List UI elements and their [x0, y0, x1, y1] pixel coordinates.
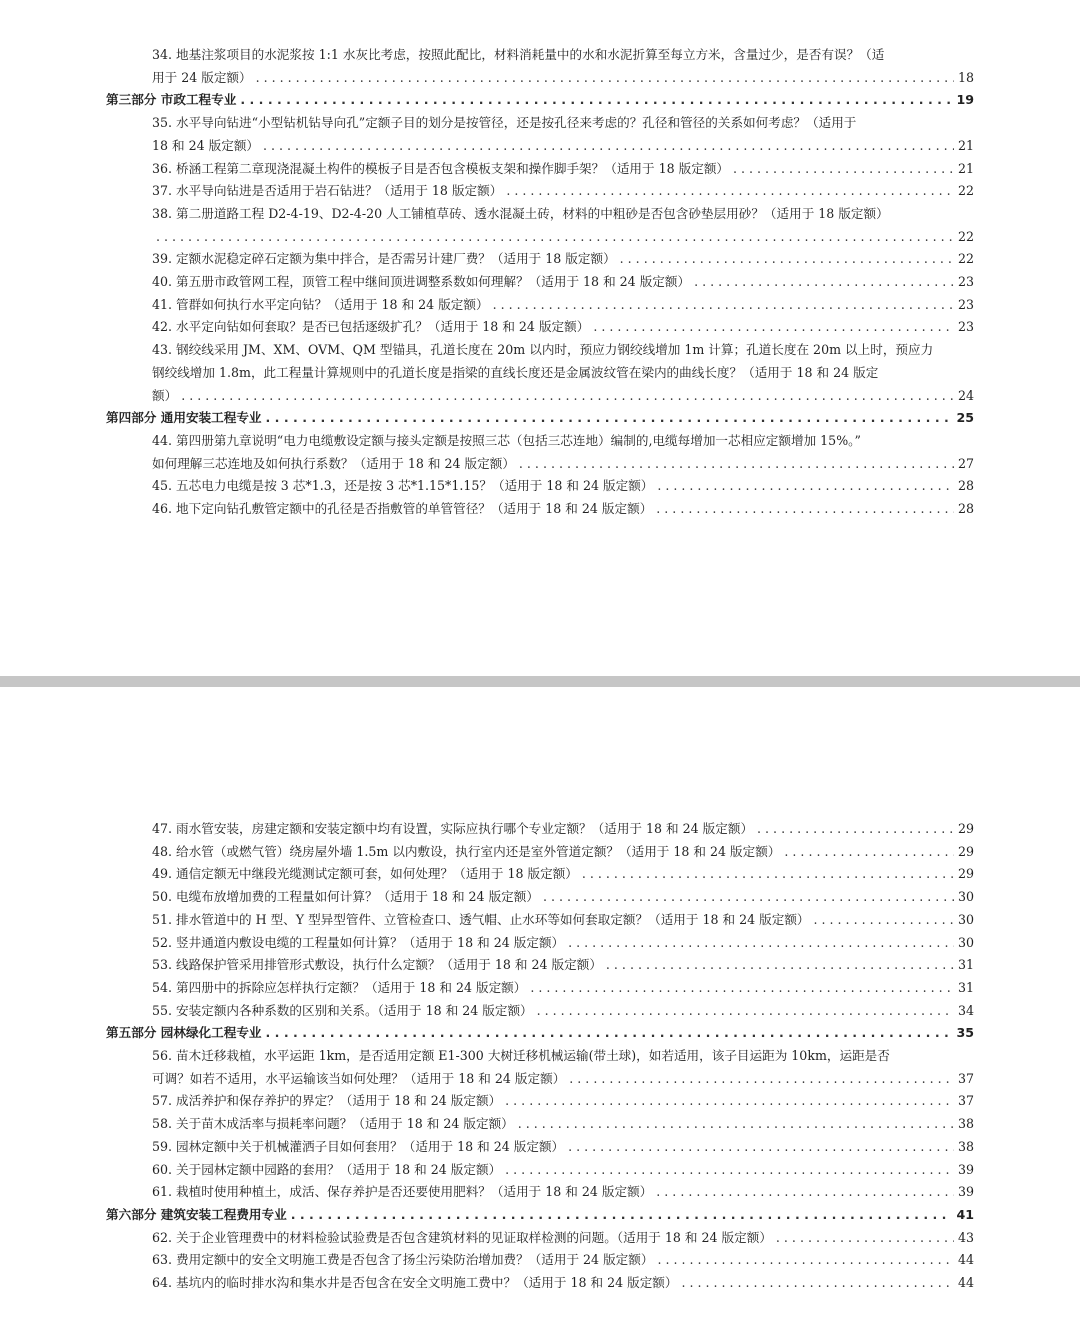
toc-row — [152, 932, 974, 955]
toc-leader-dots — [537, 1000, 954, 1023]
toc-row — [152, 498, 974, 521]
toc-section-heading[interactable] — [106, 1022, 974, 1045]
toc-page-number: 23 — [957, 274, 974, 290]
toc-entry-title-continued: 可调？如若不适用，水平运输该当如何处理？（适用于 18 和 24 版定额） — [152, 1070, 566, 1086]
toc-leader-dots — [156, 226, 954, 249]
toc-leader-dots — [569, 1068, 954, 1091]
toc-row — [152, 385, 974, 408]
toc-leader-dots — [620, 248, 954, 271]
toc-leader-dots — [657, 1249, 954, 1272]
toc-entry[interactable] — [106, 44, 974, 89]
toc-leader-dots — [784, 841, 954, 864]
toc-page-number: 28 — [957, 501, 974, 517]
toc-row — [152, 135, 974, 158]
toc-section-heading[interactable] — [106, 1204, 974, 1227]
toc-leader-dots — [733, 158, 954, 181]
toc-page-number: 21 — [957, 160, 974, 176]
toc-page-number: 44 — [957, 1275, 974, 1291]
toc-entry-title: 48. 给水管（或燃气管）绕房屋外墙 1.5m 以内敷设，执行室内还是室外管道定额？（适用于 18 和 24 版定额） — [152, 843, 781, 859]
toc-page-number: 41 — [956, 1206, 974, 1222]
toc-entry-title: 42. 水平定向钻如何套取？是否已包括逐级扩孔？（适用于 18 和 24 版定额） — [152, 319, 590, 335]
toc-entry[interactable] — [106, 932, 974, 955]
toc-entry-title: 40. 第五册市政管网工程，顶管工程中继间顶进调整系数如何理解？（适用于 18 和 24 版定额） — [152, 274, 691, 290]
toc-page-number: 19 — [956, 92, 974, 108]
toc-entry[interactable] — [106, 498, 974, 521]
toc-leader-dots — [493, 294, 954, 317]
toc-row — [152, 316, 974, 339]
toc-row — [152, 248, 974, 271]
toc-entry-title: 46. 地下定向钻孔敷管定额中的孔径是否指敷管的单管管径？（适用于 18 和 24 版定额） — [152, 501, 653, 517]
toc-entry[interactable] — [106, 316, 974, 339]
toc-entry-title-line: 钢绞线增加 1.8m，此工程量计算规则中的孔道长度是指梁的直线长度还是金属波纹管在梁内的曲线长度？（适用于 18 和 24 版定 — [152, 364, 879, 380]
toc-entry-title: 61. 栽植时使用种植土，成活、保存养护是否还要使用肥料？（适用于 18 和 24 版定额） — [152, 1184, 653, 1200]
toc-leader-dots — [505, 1159, 954, 1182]
toc-row — [152, 909, 974, 932]
toc-leader-dots — [606, 954, 954, 977]
toc-row — [152, 863, 974, 886]
toc-entry[interactable] — [106, 1227, 974, 1250]
toc-page-number: 30 — [957, 889, 974, 905]
toc-entry-title-continued: 用于 24 版定额） — [152, 69, 252, 85]
toc-leader-dots — [181, 385, 954, 408]
toc-leader-dots — [543, 886, 954, 909]
toc-row — [152, 158, 974, 181]
toc-row — [152, 294, 974, 317]
toc-leader-dots — [681, 1272, 953, 1295]
toc-leader-dots — [291, 1204, 953, 1227]
toc-row — [152, 977, 974, 1000]
toc-section-heading[interactable] — [106, 89, 974, 112]
toc-entry[interactable] — [106, 294, 974, 317]
toc-entry[interactable] — [106, 339, 974, 407]
toc-entry-title: 58. 关于苗木成活率与损耗率问题？（适用于 18 和 24 版定额） — [152, 1116, 514, 1132]
toc-page-number: 30 — [957, 934, 974, 950]
toc-page-number: 31 — [957, 957, 974, 973]
toc-leader-dots — [656, 498, 954, 521]
toc-row — [152, 475, 974, 498]
toc-entry[interactable] — [106, 248, 974, 271]
toc-leader-dots — [266, 407, 953, 430]
toc-row — [152, 1227, 974, 1250]
toc-entry-title-line: 35. 水平导向钻进“小型钻机钻导向孔”定额子目的划分是按管径，还是按孔径来考虑的？孔径和管径的关系如何考虑？（适用于 — [152, 115, 857, 131]
toc-row — [106, 407, 974, 430]
toc-entry[interactable] — [106, 1249, 974, 1272]
toc-entry[interactable] — [106, 909, 974, 932]
toc-entry-title-continued: 如何理解三芯连地及如何执行系数？（适用于 18 和 24 版定额） — [152, 455, 515, 471]
toc-row — [152, 1136, 974, 1159]
toc-entry[interactable] — [106, 430, 974, 475]
toc-row — [152, 67, 974, 90]
toc-row — [152, 1272, 974, 1295]
toc-entry-title: 39. 定额水泥稳定碎石定额为集中拌合，是否需另计建厂费？（适用于 18 版定额） — [152, 251, 616, 267]
toc-entry-title: 第五部分 园林绿化工程专业 — [106, 1025, 262, 1041]
toc-entry[interactable] — [106, 158, 974, 181]
toc-page-number: 29 — [957, 866, 974, 882]
toc-row — [152, 1068, 974, 1091]
toc-row — [152, 180, 974, 203]
toc-page-number: 35 — [956, 1025, 974, 1041]
toc-row — [152, 271, 974, 294]
toc-entry-title-line: 44. 第四册第九章说明“电力电缆敷设定额与接头定额是按照三芯（包括三芯连地）编制的,电缆每增加一芯相应定额增加 15%。” — [152, 432, 861, 448]
toc-page-number: 31 — [957, 979, 974, 995]
toc-page-number: 22 — [957, 228, 974, 244]
toc-page-number: 38 — [957, 1116, 974, 1132]
toc-row — [152, 886, 974, 909]
toc-entry[interactable] — [106, 954, 974, 977]
toc-page-number: 37 — [957, 1093, 974, 1109]
toc-entry-title: 51. 排水管道中的 H 型、Y 型异型管件、立管检查口、透气帽、止水环等如何套取定额？（适用于 18 和 24 版定额） — [152, 911, 810, 927]
toc-page-number: 29 — [957, 821, 974, 836]
toc-leader-dots — [256, 67, 954, 90]
toc-leader-dots — [505, 1090, 954, 1113]
toc-entry-title: 49. 通信定额无中继段光缆测试定额可套，如何处理？（适用于 18 版定额） — [152, 866, 578, 882]
toc-entry-title: 63. 费用定额中的安全文明施工费是否包含了扬尘污染防治增加费？（适用于 24 版定额） — [152, 1252, 654, 1268]
toc-page-number: 30 — [957, 911, 974, 927]
toc-entry-title: 64. 基坑内的临时排水沟和集水井是否包含在安全文明施工费中？（适用于 18 和 24 版定额） — [152, 1275, 678, 1291]
toc-list-upper — [106, 44, 974, 521]
toc-entry-title: 59. 园林定额中关于机械灌洒子目如何套用？（适用于 18 和 24 版定额） — [152, 1138, 565, 1154]
toc-entry-title: 57. 成活养护和保存养护的界定？（适用于 18 和 24 版定额） — [152, 1093, 502, 1109]
toc-leader-dots — [814, 909, 954, 932]
toc-entry[interactable] — [106, 112, 974, 157]
toc-page-number: 22 — [957, 251, 974, 267]
toc-entry-title: 55. 安装定额内各种系数的区别和关系。（适用于 18 和 24 版定额） — [152, 1002, 533, 1018]
toc-row — [152, 1113, 974, 1136]
toc-entry-title: 52. 竖井通道内敷设电缆的工程量如何计算？（适用于 18 和 24 版定额） — [152, 934, 565, 950]
toc-leader-dots — [776, 1227, 954, 1250]
toc-page-number: 24 — [957, 387, 974, 403]
toc-entry-title: 36. 桥涵工程第二章现浇混凝土构件的模板子目是否包含模板支架和操作脚手架？（适用于 18 版定额） — [152, 160, 730, 176]
toc-entry-title: 37. 水平导向钻进是否适用于岩石钻进？（适用于 18 版定额） — [152, 183, 503, 199]
toc-entry[interactable] — [106, 203, 974, 248]
toc-leader-dots — [694, 271, 954, 294]
toc-page-number: 39 — [957, 1161, 974, 1177]
toc-entry-title: 54. 第四册中的拆除应怎样执行定额？（适用于 18 和 24 版定额） — [152, 979, 527, 995]
toc-leader-dots — [657, 475, 954, 498]
toc-entry-title-line: 43. 钢绞线采用 JM、XM、OVM、QM 型锚具，孔道长度在 20m 以内时，预应力钢绞线增加 1m 计算；孔道长度在 20m 以上时，预应力 — [152, 342, 934, 358]
toc-row — [152, 1090, 974, 1113]
toc-entry-title-continued: 额） — [152, 387, 178, 403]
toc-entry[interactable] — [106, 1136, 974, 1159]
toc-leader-dots — [568, 1136, 954, 1159]
toc-entry[interactable] — [106, 1045, 974, 1090]
toc-list-lower — [106, 818, 974, 1295]
toc-page-number: 29 — [957, 843, 974, 859]
toc-entry-title: 53. 线路保护管采用排管形式敷设，执行什么定额？（适用于 18 和 24 版定额） — [152, 957, 602, 973]
toc-entry-title: 第六部分 建筑安装工程费用专业 — [106, 1206, 287, 1222]
toc-row — [152, 954, 974, 977]
toc-row — [106, 89, 974, 112]
toc-page-number: 44 — [957, 1252, 974, 1268]
toc-entry-title: 第四部分 通用安装工程专业 — [106, 410, 262, 426]
toc-page-number: 34 — [957, 1002, 974, 1018]
toc-page-number: 21 — [957, 137, 974, 153]
toc-entry-title: 47. 雨水管安装，房建定额和安装定额中均有设置，实际应执行哪个专业定额？（适用于 18 和 24 版定额） — [152, 821, 754, 836]
toc-page-number: 39 — [957, 1184, 974, 1200]
toc-leader-dots — [518, 1113, 954, 1136]
toc-page-number: 28 — [957, 478, 974, 494]
toc-leader-dots — [266, 1022, 953, 1045]
toc-entry-title: 45. 五芯电力电缆是按 3 芯*1.3，还是按 3 芯*1.15*1.15？（适用于 18 和 24 版定额） — [152, 478, 654, 494]
toc-page-number: 37 — [957, 1070, 974, 1086]
toc-entry[interactable] — [106, 841, 974, 864]
toc-entry-title: 62. 关于企业管理费中的材料检验试验费是否包含建筑材料的见证取样检测的问题。（适用于 18 和 24 版定额） — [152, 1229, 772, 1245]
toc-entry[interactable] — [106, 271, 974, 294]
toc-entry[interactable] — [106, 1181, 974, 1204]
toc-leader-dots — [593, 316, 954, 339]
toc-section-heading[interactable] — [106, 407, 974, 430]
toc-leader-dots — [530, 977, 954, 1000]
toc-entry[interactable] — [106, 818, 974, 841]
toc-leader-dots — [519, 453, 954, 476]
page-divider — [0, 676, 1080, 687]
toc-entry[interactable] — [106, 1113, 974, 1136]
toc-entry[interactable] — [106, 886, 974, 909]
toc-page-number: 25 — [956, 410, 974, 426]
toc-row — [152, 1159, 974, 1182]
toc-page-number: 18 — [957, 69, 974, 85]
toc-leader-dots — [240, 89, 952, 112]
toc-entry[interactable] — [106, 1000, 974, 1023]
toc-entry[interactable] — [106, 863, 974, 886]
toc-entry-title-line: 56. 苗木迁移栽植，水平运距 1km，是否适用定额 E1-300 大树迁移机械运输(带土球)，如若适用，该子目运距为 10km，运距是否 — [152, 1048, 890, 1064]
toc-leader-dots — [757, 818, 954, 841]
toc-leader-dots — [263, 135, 954, 158]
toc-page-number: 38 — [957, 1138, 974, 1154]
toc-leader-dots — [582, 863, 954, 886]
toc-page-number: 27 — [957, 455, 974, 471]
toc-row — [106, 1204, 974, 1227]
toc-row — [152, 841, 974, 864]
toc-entry[interactable] — [106, 977, 974, 1000]
toc-entry-title-line: 34. 地基注浆项目的水泥浆按 1:1 水灰比考虑，按照此配比，材料消耗量中的水和水泥折算至每立方米，含量过少，是否有误？（适 — [152, 47, 885, 62]
toc-page-number: 22 — [957, 183, 974, 199]
toc-row — [152, 453, 974, 476]
toc-row — [152, 226, 974, 249]
toc-page-number: 23 — [957, 296, 974, 312]
toc-row — [152, 818, 974, 841]
toc-page-number: 43 — [957, 1229, 974, 1245]
toc-leader-dots — [506, 180, 954, 203]
toc-page-number: 23 — [957, 319, 974, 335]
toc-entry[interactable] — [106, 180, 974, 203]
toc-entry-title: 50. 电缆布放增加费的工程量如何计算？（适用于 18 和 24 版定额） — [152, 889, 539, 905]
toc-entry[interactable] — [106, 475, 974, 498]
toc-entry-title: 第三部分 市政工程专业 — [106, 92, 237, 108]
toc-row — [152, 1181, 974, 1204]
toc-entry-title-continued: 18 和 24 版定额） — [152, 137, 260, 153]
toc-entry-title-line: 38. 第二册道路工程 D2-4-19、D2-4-20 人工铺植草砖、透水混凝土砖，材料的中粗砂是否包含砂垫层用砂？（适用于 18 版定额） — [152, 205, 889, 221]
toc-row — [152, 1000, 974, 1023]
toc-row — [152, 1249, 974, 1272]
toc-entry[interactable] — [106, 1159, 974, 1182]
toc-entry-title: 41. 管群如何执行水平定向钻？（适用于 18 和 24 版定额） — [152, 296, 489, 312]
toc-entry[interactable] — [106, 1272, 974, 1295]
toc-leader-dots — [568, 932, 954, 955]
toc-row — [106, 1022, 974, 1045]
toc-entry[interactable] — [106, 1090, 974, 1113]
toc-leader-dots — [656, 1181, 954, 1204]
toc-entry-title: 60. 关于园林定额中园路的套用？（适用于 18 和 24 版定额） — [152, 1161, 502, 1177]
